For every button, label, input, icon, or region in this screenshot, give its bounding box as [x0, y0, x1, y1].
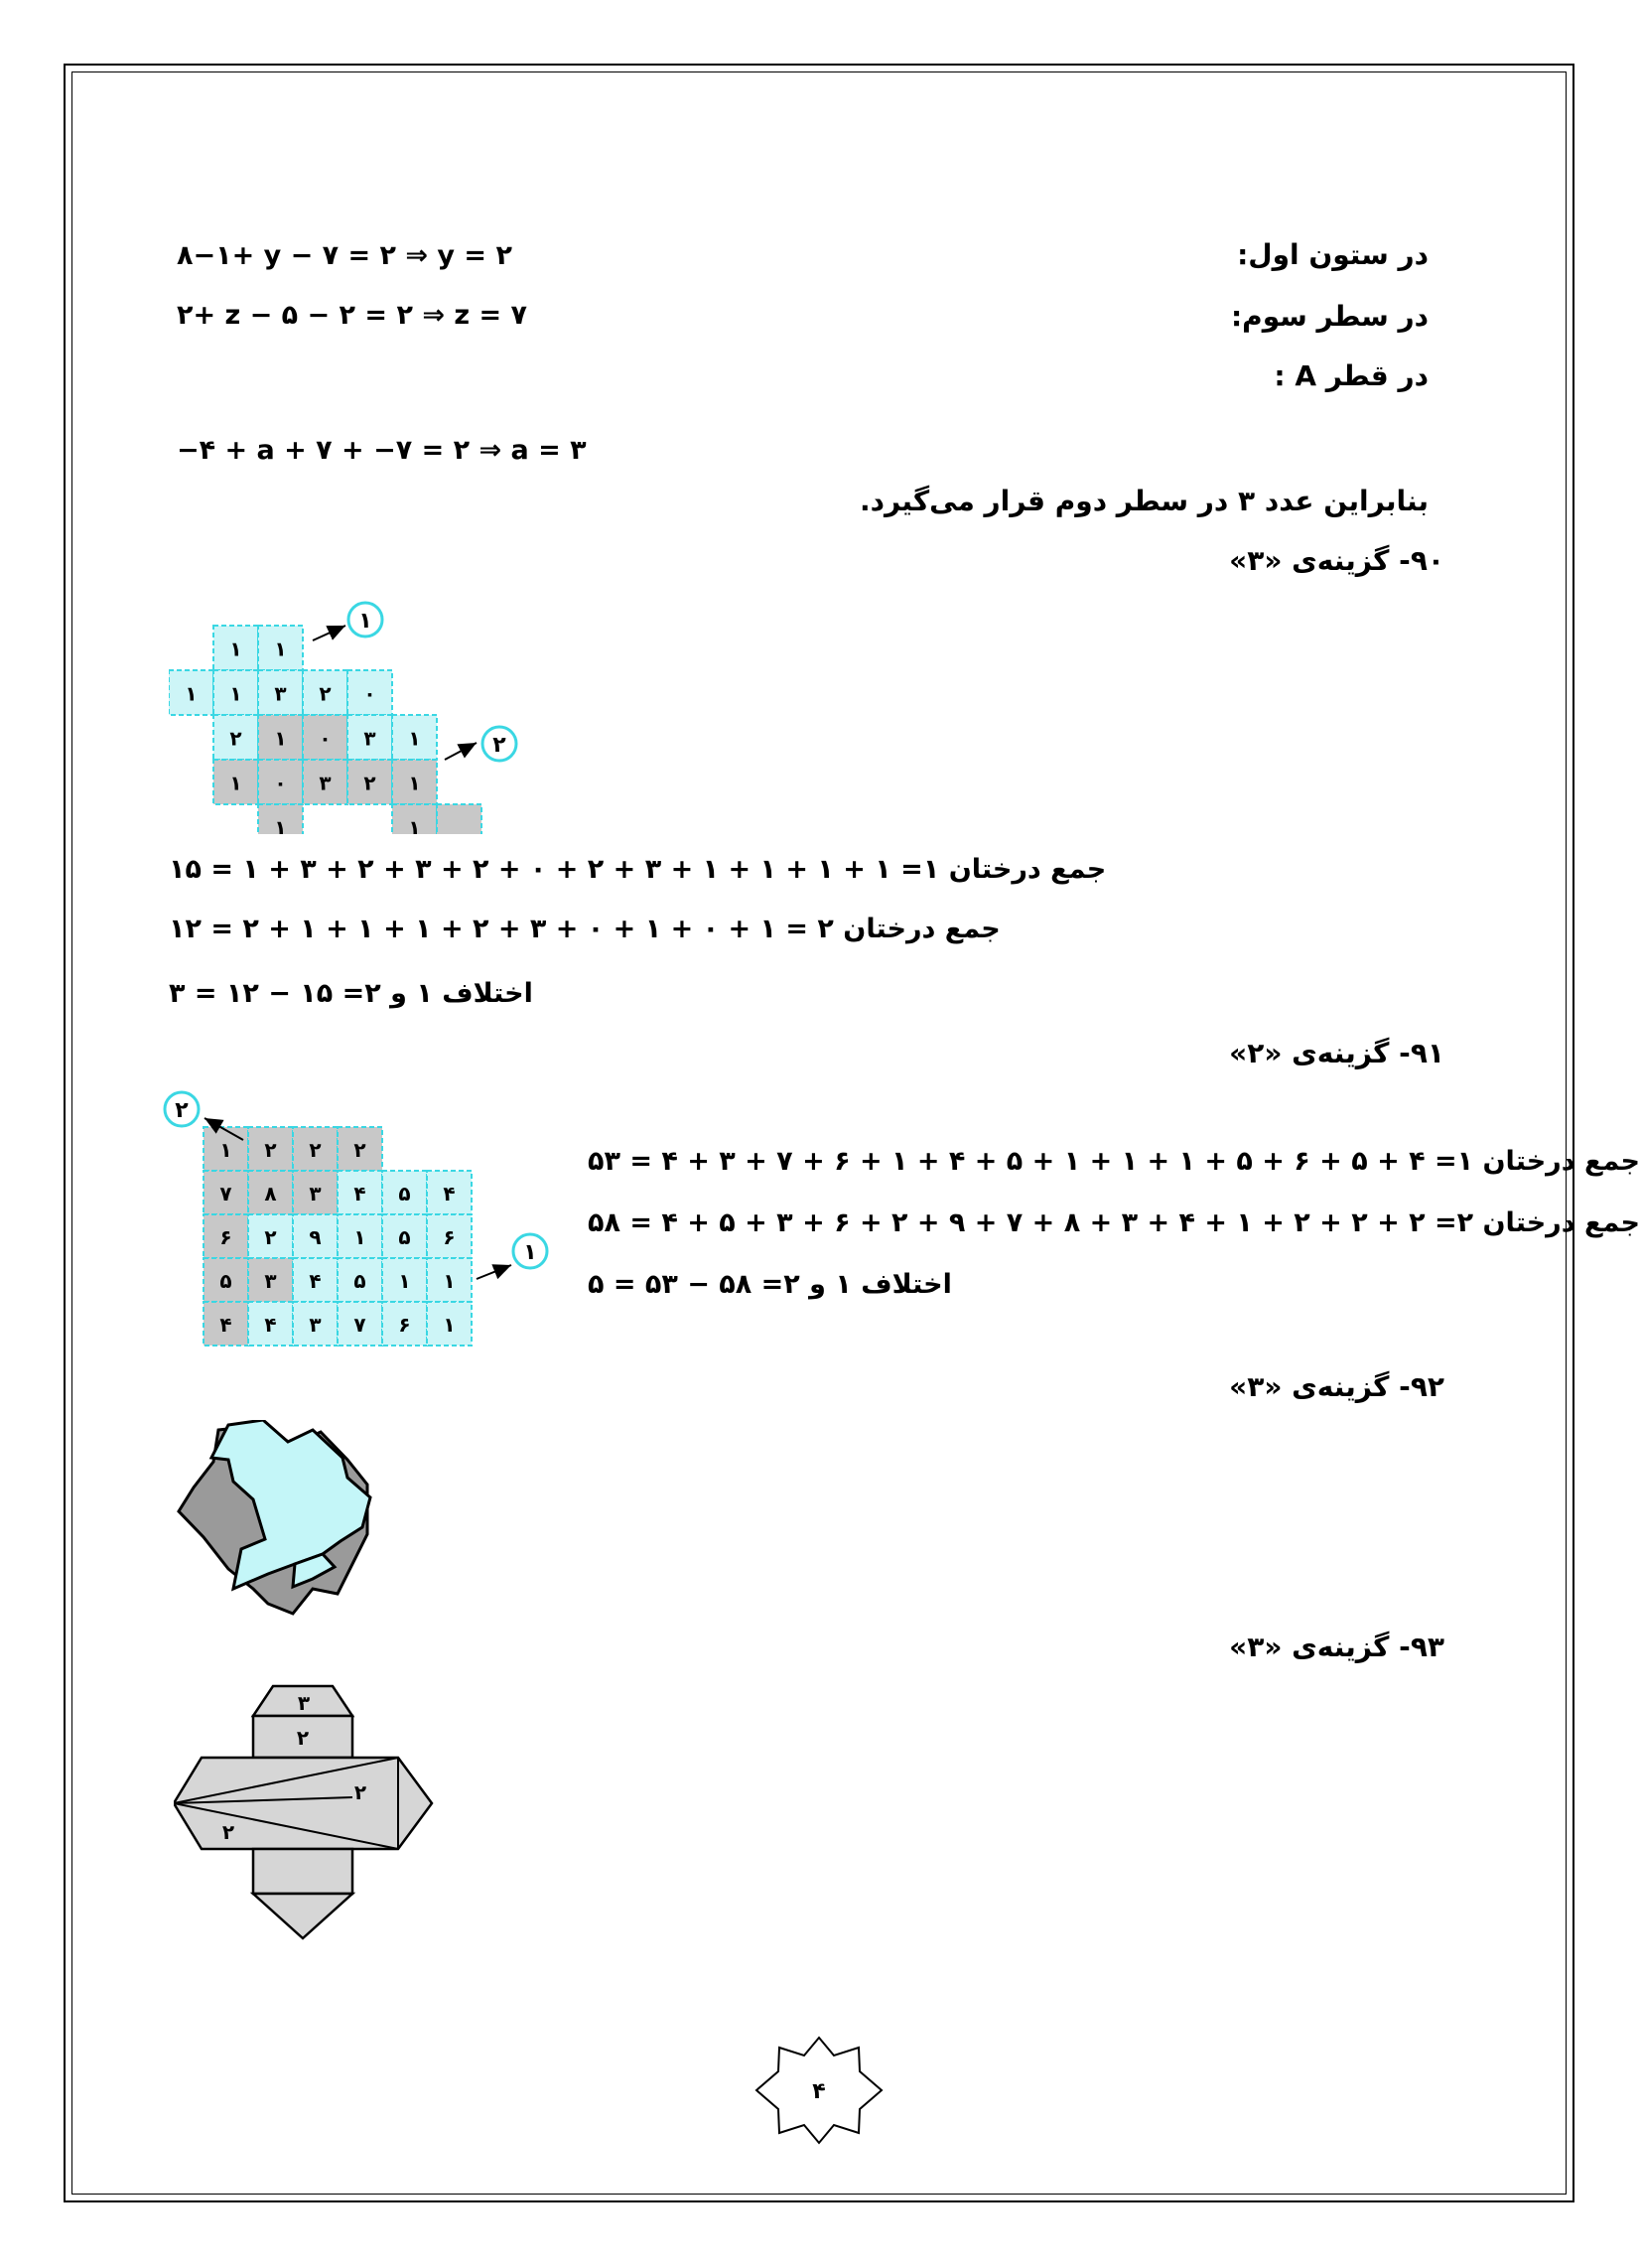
q93-label-top: ۳ [297, 1691, 311, 1715]
q90-marker-1 [313, 603, 382, 640]
q90-cell: ۰ [363, 681, 376, 706]
q90-cell: ۲ [363, 771, 376, 795]
q90-cell: ۲ [319, 681, 332, 706]
q91-sum1: ۵۳ = ۴ + ۳ + ۷ + ۶ + ۱ + ۴ + ۵ + ۱ + ۱ + ۱ + ۵ + ۶ + ۵ + ۴ =جمع درختان ۱ [588, 1146, 1640, 1177]
q90-cell: ۰ [319, 726, 332, 751]
q90-cell: ۱ [229, 637, 242, 661]
q91-sum2: ۵۸ = ۴ + ۵ + ۳ + ۶ + ۲ + ۹ + ۷ + ۸ + ۳ + ۴ + ۱ + ۲ + ۲ + ۲ =جمع درختان ۲ [588, 1207, 1640, 1238]
q90-cell: ۳ [274, 681, 287, 706]
q91-cell: ۲ [264, 1225, 277, 1249]
q91-cell: ۷ [353, 1313, 366, 1337]
q91-cell: ۱ [219, 1138, 232, 1162]
svg-text:۲: ۲ [492, 733, 506, 758]
q93-middle-hexagon [174, 1758, 432, 1849]
label-column1: در ستون اول: [1237, 238, 1429, 271]
q91-cell: ۵ [398, 1182, 411, 1205]
q91-cell: ۱ [353, 1225, 366, 1249]
svg-text:۱: ۱ [523, 1240, 537, 1265]
q91-marker-1 [477, 1234, 547, 1279]
q91-cell: ۴ [353, 1182, 366, 1205]
q91-cell: ۲ [264, 1138, 277, 1162]
q92-shape-diagram [174, 1420, 392, 1629]
q91-cell: ۴ [309, 1269, 322, 1293]
q93-label-upper: ۲ [296, 1726, 310, 1750]
q90-cell: ۱ [408, 771, 421, 795]
svg-text:۱: ۱ [358, 609, 372, 634]
q91-cell: ۵ [219, 1269, 232, 1293]
q91-heading: ۹۱- گزینه‌ی «۲» [1229, 1037, 1444, 1069]
svg-text:۲: ۲ [175, 1098, 189, 1123]
label-row3: در سطر سوم: [1230, 300, 1429, 333]
q91-cell: ۸ [264, 1182, 277, 1205]
q90-cell: ۳ [363, 726, 376, 751]
q91-cell: ۱ [443, 1313, 456, 1337]
q91-cell: ۲ [353, 1138, 366, 1162]
q92-heading: ۹۲- گزینه‌ی «۳» [1229, 1370, 1444, 1403]
q90-cell: ۳ [319, 771, 332, 795]
q91-cell: ۶ [219, 1225, 232, 1249]
q91-cell: ۵ [353, 1269, 366, 1293]
q90-cell: ۱ [274, 815, 287, 834]
q91-grid-diagram [149, 1082, 566, 1360]
equation-column1: ۸−۱+ y − ۷ = ۲ ⇒ y = ۲ [177, 240, 512, 271]
q93-bottom-triangle [253, 1894, 352, 1938]
q93-label-mid-left: ۲ [221, 1820, 235, 1844]
q90-cell: ۱ [274, 637, 287, 661]
q91-cell: ۷ [219, 1182, 232, 1205]
q90-sum2: ۱۲ = ۲ + ۱ + ۱ + ۱ + ۲ + ۳ + ۰ + ۱ + ۰ + ۱ = جمع درختان ۲ [169, 914, 1001, 944]
q90-cell: ۱ [185, 681, 198, 706]
q93-label-mid-right: ۲ [353, 1780, 367, 1804]
q91-cell: ۴ [219, 1313, 232, 1337]
label-diagonal: در قطر A : [1274, 359, 1429, 392]
q91-cell: ۳ [309, 1182, 322, 1205]
q90-cell: ۱ [408, 815, 421, 834]
page-number: ۴ [812, 2079, 826, 2104]
q91-cell: ۴ [264, 1313, 277, 1337]
q90-grid-diagram [169, 596, 546, 834]
page-number-star [754, 2036, 884, 2145]
q91-cell: ۴ [443, 1182, 456, 1205]
q90-cell: ۲ [229, 726, 242, 751]
q93-net-diagram [174, 1678, 452, 1966]
q91-diff: ۵ = ۵۳ − ۵۸ =اختلاف ۱ و ۲ [588, 1269, 952, 1300]
q90-cell: ۱ [274, 726, 287, 751]
q91-cell: ۶ [398, 1313, 411, 1337]
q90-cell: ۰ [274, 771, 287, 795]
q90-diff: ۳ = ۱۲ − ۱۵ =اختلاف ۱ و ۲ [169, 978, 533, 1009]
q91-cell: ۵ [398, 1225, 411, 1249]
q93-heading: ۹۳- گزینه‌ی «۳» [1229, 1630, 1444, 1663]
q90-cell: ۱ [229, 681, 242, 706]
equation-diagonal: −۴ + a + ۷ + −۷ = ۲ ⇒ a = ۳ [177, 435, 587, 466]
conclusion-text: بنابراین عدد ۳ در سطر دوم قرار می‌گیرد. [860, 485, 1429, 517]
q90-cell: ۱ [408, 726, 421, 751]
equation-row3: ۲+ z − ۵ − ۲ = ۲ ⇒ z = ۷ [177, 300, 527, 331]
q91-cell: ۱ [398, 1269, 411, 1293]
q91-cell: ۳ [264, 1269, 277, 1293]
q91-cell: ۶ [443, 1225, 456, 1249]
q90-cell: ۱ [229, 771, 242, 795]
q91-cell: ۹ [309, 1225, 322, 1249]
q91-cell: ۳ [309, 1313, 322, 1337]
q90-marker-2 [445, 727, 516, 761]
q90-heading: ۹۰- گزینه‌ی «۳» [1229, 544, 1444, 577]
q93-lower-rect [253, 1849, 352, 1894]
q90-sum1: ۱۵ = ۱ + ۳ + ۲ + ۳ + ۲ + ۰ + ۲ + ۳ + ۱ + ۱ + ۱ + ۱ =جمع درختان ۱ [169, 854, 1107, 885]
q91-cell: ۲ [309, 1138, 322, 1162]
q91-cell: ۱ [443, 1269, 456, 1293]
q90-cell-bg [437, 804, 481, 834]
